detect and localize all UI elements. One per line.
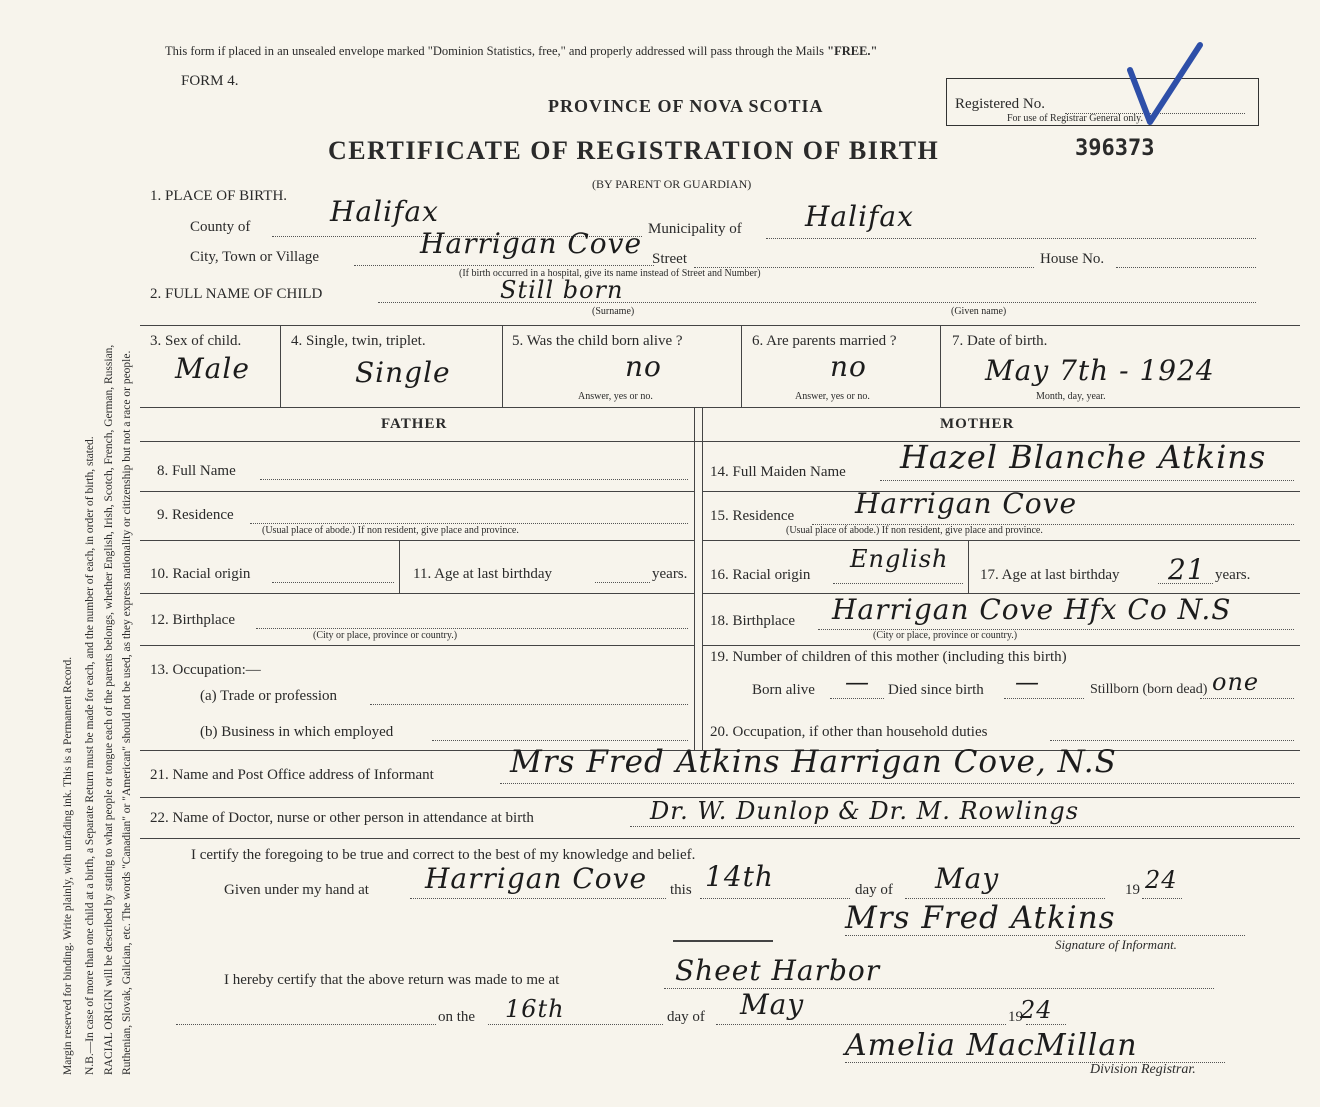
father-birthplace-note: (City or place, province or country.) bbox=[313, 630, 458, 641]
given-year-value: 24 bbox=[1145, 866, 1178, 894]
father-residence-label: 9. Residence bbox=[157, 507, 234, 523]
doctor-label: 22. Name of Doctor, nurse or other person in attendance at birth bbox=[150, 810, 534, 826]
registrar-year-prefix: 19 bbox=[1008, 1009, 1023, 1025]
mail-notice bbox=[165, 44, 877, 59]
registrar-statement: I hereby certify that the above return was made to me at bbox=[224, 972, 560, 988]
mother-children-label: 19. Number of children of this mother (including this birth) bbox=[710, 649, 1067, 665]
house-no-label: House No. bbox=[1040, 251, 1105, 267]
registrar-signature: Amelia MacMillan bbox=[845, 1028, 1138, 1063]
mother-racial-label: 16. Racial origin bbox=[710, 567, 811, 583]
informant-value: Mrs Fred Atkins Harrigan Cove, N.S bbox=[510, 744, 1117, 780]
doctor-value: Dr. W. Dunlop & Dr. M. Rowlings bbox=[650, 797, 1080, 825]
this-label: this bbox=[670, 882, 692, 898]
born-alive-answer: no bbox=[625, 350, 662, 383]
sex-value: Male bbox=[175, 352, 250, 385]
page-title: CERTIFICATE OF REGISTRATION OF BIRTH bbox=[328, 136, 940, 165]
form-number: FORM 4. bbox=[181, 73, 239, 89]
answer-note-6: Answer, yes or no. bbox=[795, 391, 870, 402]
margin-note-3: RACIAL ORIGIN will be described by stating to what people or tongue each of the parents belongs, whether English, Irish, Scotch, French, German, Russian, bbox=[103, 344, 115, 1075]
father-birthplace-label: 12. Birthplace bbox=[150, 612, 235, 628]
city-label: City, Town or Village bbox=[190, 249, 320, 265]
child-name-value: Still born bbox=[500, 276, 624, 304]
father-occupation-label: 13. Occupation:— bbox=[150, 662, 261, 678]
given-name-note: (Given name) bbox=[951, 306, 1007, 317]
plurality-value: Single bbox=[355, 356, 451, 389]
margin-note-2: N.B.—In case of more than one child at a birth, a Separate Return must be made for each, and the number of each, in order of birth, stated. bbox=[84, 436, 96, 1075]
province-title: PROVINCE OF NOVA SCOTIA bbox=[548, 96, 824, 116]
registration-number: 396373 bbox=[1075, 136, 1155, 161]
given-month-value: May bbox=[935, 862, 1000, 895]
mother-name-label: 14. Full Maiden Name bbox=[710, 464, 846, 480]
mother-age-label: 17. Age at last birthday bbox=[980, 567, 1120, 583]
surname-note: (Surname) bbox=[592, 306, 635, 317]
mail-free: "FREE." bbox=[827, 44, 878, 58]
county-value: Halifax bbox=[330, 195, 439, 228]
died-since-birth-value: — bbox=[1015, 668, 1040, 696]
municipality-value: Halifax bbox=[805, 200, 914, 233]
born-alive-label: Born alive bbox=[752, 682, 815, 698]
signature-label: Signature of Informant. bbox=[1055, 937, 1177, 952]
father-header: FATHER bbox=[381, 416, 448, 432]
stillborn-value: one bbox=[1212, 668, 1260, 696]
mother-occupation-label: 20. Occupation, if other than household duties bbox=[710, 724, 988, 740]
registrar-day-value: 16th bbox=[505, 995, 565, 1023]
born-alive-value: — bbox=[845, 668, 870, 696]
registrar-day-of-label: day of bbox=[667, 1009, 705, 1025]
stillborn-label: Stillborn (born dead) bbox=[1090, 682, 1208, 697]
page-subtitle: (BY PARENT OR GUARDIAN) bbox=[592, 177, 752, 191]
father-trade-label: (a) Trade or profession bbox=[200, 688, 338, 704]
parents-married-answer: no bbox=[830, 350, 867, 383]
margin-note-1: Margin reserved for binding. Write plainly, with unfading ink. This is a Permanent Record. bbox=[62, 656, 74, 1075]
city-value: Harrigan Cove bbox=[420, 227, 643, 260]
hospital-note: (If birth occurred in a hospital, give its name instead of Street and Number) bbox=[459, 268, 761, 279]
county-label: County of bbox=[190, 219, 251, 235]
father-name-label: 8. Full Name bbox=[157, 463, 236, 479]
informant-label: 21. Name and Post Office address of Informant bbox=[150, 767, 434, 783]
father-age-label: 11. Age at last birthday bbox=[413, 566, 552, 582]
registrar-place-value: Sheet Harbor bbox=[675, 954, 881, 987]
mother-residence-value: Harrigan Cove bbox=[855, 487, 1078, 520]
registered-no-label: Registered No. bbox=[955, 96, 1045, 112]
dob-note: Month, day, year. bbox=[1036, 391, 1106, 402]
registrar-year-value: 24 bbox=[1020, 996, 1053, 1024]
answer-note-5: Answer, yes or no. bbox=[578, 391, 653, 402]
mother-age-value: 21 bbox=[1168, 553, 1206, 586]
mother-birthplace-note: (City or place, province or country.) bbox=[873, 630, 1018, 641]
certify-statement: I certify the foregoing to be true and correct to the best of my knowledge and belief. bbox=[191, 847, 696, 863]
sex-label: 3. Sex of child. bbox=[150, 333, 242, 349]
municipality-label: Municipality of bbox=[648, 221, 742, 237]
division-registrar-label: Division Registrar. bbox=[1090, 1062, 1196, 1077]
mother-header: MOTHER bbox=[940, 416, 1015, 432]
street-label: Street bbox=[652, 251, 687, 267]
day-of-label: day of bbox=[855, 882, 893, 898]
parents-married-question: 6. Are parents married ? bbox=[752, 333, 897, 349]
child-name-label: 2. FULL NAME OF CHILD bbox=[150, 286, 323, 302]
checkmark-icon bbox=[1125, 40, 1205, 130]
mother-racial-value: English bbox=[850, 545, 949, 573]
plurality-label: 4. Single, twin, triplet. bbox=[291, 333, 426, 349]
year-prefix: 19 bbox=[1125, 882, 1140, 898]
on-the-label: on the bbox=[438, 1009, 476, 1025]
mother-name-value: Hazel Blanche Atkins bbox=[900, 438, 1267, 476]
died-since-birth-label: Died since birth bbox=[888, 682, 984, 698]
given-under-label: Given under my hand at bbox=[224, 882, 369, 898]
informant-signature: Mrs Fred Atkins bbox=[845, 900, 1116, 936]
mail-notice-text: This form if placed in an unsealed envelope marked "Dominion Statistics, free," and properly addressed will pass through the Mails bbox=[165, 44, 824, 58]
mother-years: years. bbox=[1215, 567, 1251, 583]
father-years: years. bbox=[652, 566, 688, 582]
given-day-value: 14th bbox=[705, 860, 774, 893]
mother-residence-label: 15. Residence bbox=[710, 508, 795, 524]
dob-label: 7. Date of birth. bbox=[952, 333, 1048, 349]
mother-birthplace-label: 18. Birthplace bbox=[710, 613, 795, 629]
dob-value: May 7th - 1924 bbox=[985, 354, 1215, 387]
registrar-month-value: May bbox=[740, 988, 805, 1021]
registrar-only-note: For use of Registrar General only. bbox=[1007, 113, 1143, 124]
father-business-label: (b) Business in which employed bbox=[200, 724, 394, 740]
father-residence-note: (Usual place of abode.) If non resident, give place and province. bbox=[262, 525, 519, 536]
place-of-birth-label: 1. PLACE OF BIRTH. bbox=[150, 188, 288, 204]
father-racial-label: 10. Racial origin bbox=[150, 566, 251, 582]
margin-note-4: Ruthenian, Slovak, Galician, etc. The words "Canadian" or "American" should not be used, as they express nationality or citizenship but not a race or people. bbox=[121, 350, 133, 1075]
registration-box bbox=[946, 78, 1259, 126]
mother-birthplace-value: Harrigan Cove Hfx Co N.S bbox=[832, 593, 1232, 626]
born-alive-question: 5. Was the child born alive ? bbox=[512, 333, 683, 349]
mother-residence-note: (Usual place of abode.) If non resident, give place and province. bbox=[786, 525, 1043, 536]
given-place-value: Harrigan Cove bbox=[425, 862, 648, 895]
